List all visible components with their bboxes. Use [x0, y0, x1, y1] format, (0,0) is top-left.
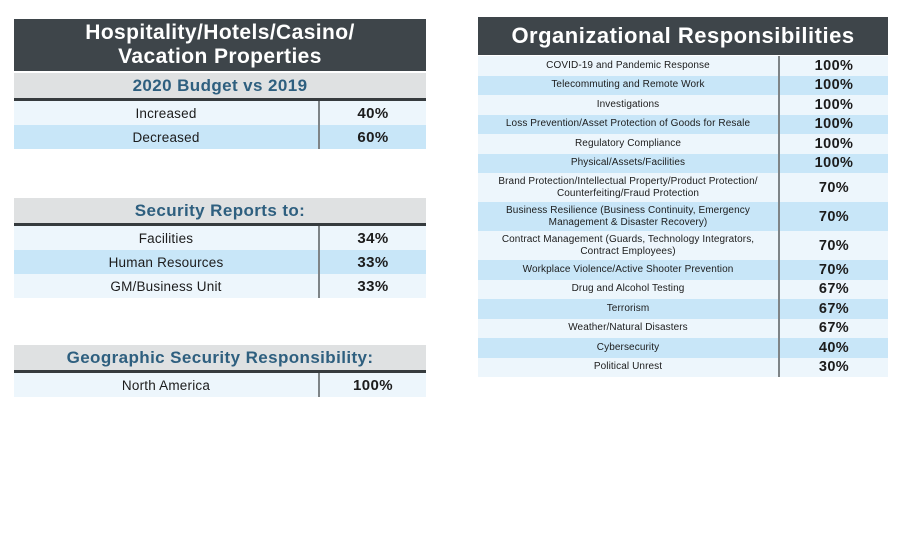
row-label: Physical/Assets/Facilities	[478, 154, 780, 174]
table-row	[478, 76, 888, 96]
row-label: Contract Management (Guards, Technology Integrators, Contract Employees)	[478, 231, 780, 260]
row-value: 100%	[814, 77, 854, 94]
row-value: 67%	[818, 281, 850, 298]
row-label: Increased	[14, 101, 320, 125]
row-label: Decreased	[14, 125, 320, 149]
row-label: Brand Protection/Intellectual Property/Product Protection/ Counterfeiting/Fraud Protection	[478, 173, 780, 202]
row-label: Investigations	[478, 95, 780, 115]
row-label: North America	[14, 373, 320, 397]
table-row	[14, 226, 426, 250]
row-value: 60%	[357, 128, 389, 146]
table-row	[478, 260, 888, 280]
security-reports-subtitle: Security Reports to:	[14, 198, 426, 226]
row-label: GM/Business Unit	[14, 274, 320, 298]
geographic-table	[14, 345, 426, 397]
table-row	[478, 56, 888, 76]
row-value: 67%	[818, 320, 850, 337]
row-value: 100%	[814, 116, 854, 133]
row-value: 40%	[818, 339, 850, 356]
table-row	[14, 274, 426, 298]
table-row	[478, 95, 888, 115]
row-label: Political Unrest	[478, 358, 780, 378]
table-row	[14, 373, 426, 397]
org-responsibilities-title: Organizational Responsibilities	[478, 17, 888, 55]
row-value: 100%	[814, 155, 854, 172]
row-value: 70%	[818, 179, 850, 196]
geographic-subtitle: Geographic Security Responsibility:	[14, 345, 426, 373]
table-row	[14, 250, 426, 274]
row-value: 70%	[818, 261, 850, 278]
table-row	[478, 299, 888, 319]
row-value: 70%	[818, 208, 850, 225]
row-value: 70%	[818, 237, 850, 254]
row-value: 40%	[357, 104, 389, 122]
row-label: Drug and Alcohol Testing	[478, 280, 780, 300]
table-row	[478, 358, 888, 378]
row-value: 100%	[814, 96, 854, 113]
row-value: 34%	[357, 229, 389, 247]
org-responsibilities-table	[478, 17, 888, 377]
row-label: Weather/Natural Disasters	[478, 319, 780, 339]
row-value: 33%	[357, 253, 389, 271]
row-value: 100%	[353, 376, 393, 394]
table-row	[478, 231, 888, 260]
table-row	[478, 115, 888, 135]
table-row	[478, 338, 888, 358]
row-label: Business Resilience (Business Continuity, Emergency Management & Disaster Recovery)	[478, 202, 780, 231]
row-value: 30%	[818, 359, 850, 376]
hospitality-title	[14, 19, 426, 71]
security-reports-table	[14, 198, 426, 298]
row-value: 67%	[818, 300, 850, 317]
table-row	[478, 280, 888, 300]
row-value: 33%	[357, 277, 389, 295]
table-row	[478, 202, 888, 231]
org-responsibilities-rows	[478, 56, 888, 377]
row-label: Regulatory Compliance	[478, 134, 780, 154]
security-reports-rows	[14, 226, 426, 298]
table-row	[478, 134, 888, 154]
budget-table	[14, 19, 426, 149]
row-label: Workplace Violence/Active Shooter Prevention	[478, 260, 780, 280]
row-label: Terrorism	[478, 299, 780, 319]
hospitality-title-line2: Vacation Properties	[118, 45, 322, 68]
geographic-rows	[14, 373, 426, 397]
row-label: Cybersecurity	[478, 338, 780, 358]
table-row	[14, 125, 426, 149]
row-label: COVID-19 and Pandemic Response	[478, 56, 780, 76]
row-label: Facilities	[14, 226, 320, 250]
table-row	[478, 319, 888, 339]
hospitality-title-line1: Hospitality/Hotels/Casino/	[85, 21, 355, 45]
budget-subtitle: 2020 Budget vs 2019	[14, 73, 426, 101]
row-value: 100%	[814, 57, 854, 74]
row-label: Telecommuting and Remote Work	[478, 76, 780, 96]
row-label: Loss Prevention/Asset Protection of Goods for Resale	[478, 115, 780, 135]
row-value: 100%	[814, 135, 854, 152]
budget-rows	[14, 101, 426, 149]
table-row	[14, 101, 426, 125]
table-row	[478, 173, 888, 202]
table-row	[478, 154, 888, 174]
row-label: Human Resources	[14, 250, 320, 274]
